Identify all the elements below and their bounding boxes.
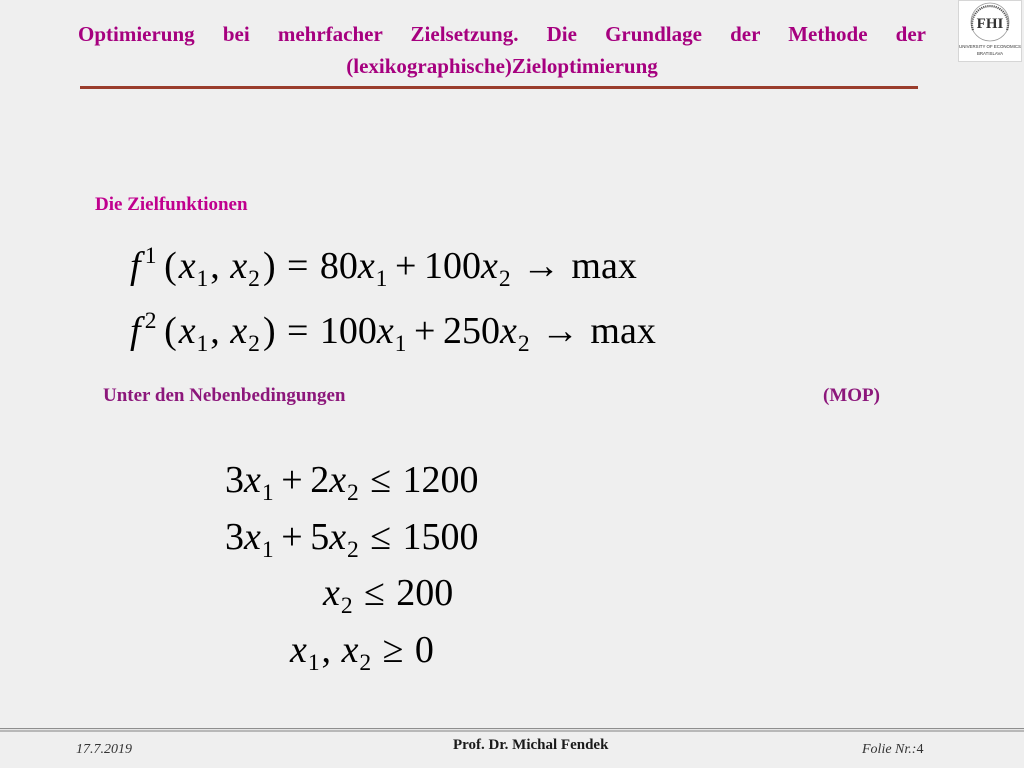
variable-index: 2 (347, 479, 359, 506)
variable-symbol: x (230, 245, 248, 287)
math-comma: , (210, 310, 220, 352)
math-variable (323, 572, 353, 619)
logo-graphic (959, 1, 1021, 61)
math-variable (230, 245, 260, 292)
math-variable (244, 459, 274, 506)
variable-symbol: x (329, 516, 347, 558)
math-variable (244, 516, 274, 563)
math-number: 100 (424, 245, 482, 287)
math-operator-word: max (590, 310, 656, 352)
logo-caption-line-1: UNIVERSITY OF ECONOMICS (959, 44, 1021, 49)
math-relation: ≤ (370, 459, 392, 501)
math-variable (130, 245, 157, 287)
math-number: 5 (310, 516, 330, 558)
variable-index: 2 (347, 536, 359, 563)
math-variable (500, 310, 530, 357)
math-relation: ≥ (382, 629, 404, 671)
slide-title-line-2: (lexikographische)Zieloptimierung (346, 54, 658, 78)
math-variable (130, 310, 157, 352)
math-number: 80 (319, 245, 358, 287)
math-number: 100 (319, 310, 377, 352)
variable-symbol: x (244, 459, 261, 501)
math-variable (481, 245, 511, 292)
math-variable (329, 459, 359, 506)
math-number: 2 (310, 459, 330, 501)
math-comma: , (321, 629, 331, 671)
variable-symbol: x (290, 629, 307, 671)
variable-symbol: x (178, 245, 196, 287)
variable-index: 2 (248, 330, 260, 357)
math-number: 0 (414, 629, 434, 671)
math-comma: , (210, 245, 220, 287)
constraint-3 (323, 572, 454, 619)
math-relation: → (522, 245, 561, 287)
math-relation: ≤ (370, 516, 392, 558)
math-relation: → (541, 310, 580, 352)
variable-symbol: x (341, 629, 359, 671)
variable-index: 2 (498, 265, 511, 292)
math-close-paren: ) (262, 245, 276, 287)
math-variable (178, 245, 209, 292)
math-plus: + (281, 459, 303, 501)
objective-function-1 (130, 243, 637, 292)
variable-symbol: f (130, 245, 141, 287)
variable-symbol: x (230, 310, 248, 352)
function-index: 2 (144, 308, 157, 335)
constraint-1 (225, 459, 479, 506)
math-number: 1200 (402, 459, 479, 501)
math-variable (341, 629, 372, 676)
variable-symbol: x (500, 310, 517, 352)
math-number: 250 (443, 310, 501, 352)
math-relation: = (287, 245, 309, 287)
function-index: 1 (144, 243, 157, 270)
logo-caption-line-2: BRATISLAVA (976, 51, 1004, 56)
variable-index: 2 (248, 265, 260, 292)
problem-tag: (MOP) (823, 385, 880, 406)
footer-date: 17.7.2019 (76, 742, 132, 757)
math-operator-word: max (571, 245, 637, 287)
math-relation: = (287, 310, 309, 352)
variable-index: 2 (359, 649, 372, 676)
variable-symbol: x (178, 310, 196, 352)
constraints-heading: Unter den Nebenbedingungen (103, 385, 346, 406)
slide-title-line-1: Optimierung bei mehrfacher Zielsetzung. Die Grundlage der Methode der (78, 22, 926, 46)
math-close-paren: ) (262, 310, 276, 352)
variable-index: 1 (261, 536, 274, 563)
math-open-paren: ( (164, 310, 177, 352)
title-underline-rule (80, 86, 918, 89)
math-plus: + (281, 516, 303, 558)
math-plus: + (395, 245, 417, 287)
math-plus: + (414, 310, 436, 352)
math-variable (357, 245, 388, 292)
footer-author: Prof. Dr. Michal Fendek (453, 737, 609, 753)
variable-symbol: x (329, 459, 347, 501)
variable-index: 1 (394, 330, 407, 357)
variable-symbol: x (481, 245, 498, 287)
variable-symbol: x (323, 572, 340, 614)
variable-index: 1 (375, 265, 388, 292)
variable-index: 2 (340, 592, 353, 619)
variable-index: 1 (196, 265, 209, 292)
footer-rule (0, 728, 1024, 733)
math-variable (178, 310, 209, 357)
variable-symbol: x (244, 516, 261, 558)
math-number: 3 (225, 459, 244, 501)
variable-index: 1 (307, 649, 320, 676)
slide-number-label (862, 741, 923, 759)
math-variable (230, 310, 260, 357)
university-logo (958, 0, 1022, 62)
math-variable (376, 310, 407, 357)
math-relation: ≤ (363, 572, 385, 614)
math-variable (290, 629, 320, 676)
variable-symbol: x (357, 245, 375, 287)
math-number: 3 (225, 516, 244, 558)
constraint-2 (225, 516, 479, 563)
math-open-paren: ( (164, 245, 177, 287)
logo-monogram: FHI (976, 16, 1004, 32)
nonnegativity-constraint (290, 629, 434, 676)
math-variable (329, 516, 359, 563)
variable-symbol: f (130, 310, 141, 352)
math-number: 1500 (402, 516, 479, 558)
variable-index: 1 (261, 479, 274, 506)
variable-index: 1 (196, 330, 209, 357)
slide-number-caption: Folie Nr.: (862, 742, 917, 757)
math-number: 200 (396, 572, 454, 614)
slide-number: 4 (916, 742, 924, 757)
variable-index: 2 (517, 330, 530, 357)
variable-symbol: x (376, 310, 394, 352)
objectives-heading: Die Zielfunktionen (95, 194, 248, 215)
objective-function-2 (130, 308, 656, 357)
